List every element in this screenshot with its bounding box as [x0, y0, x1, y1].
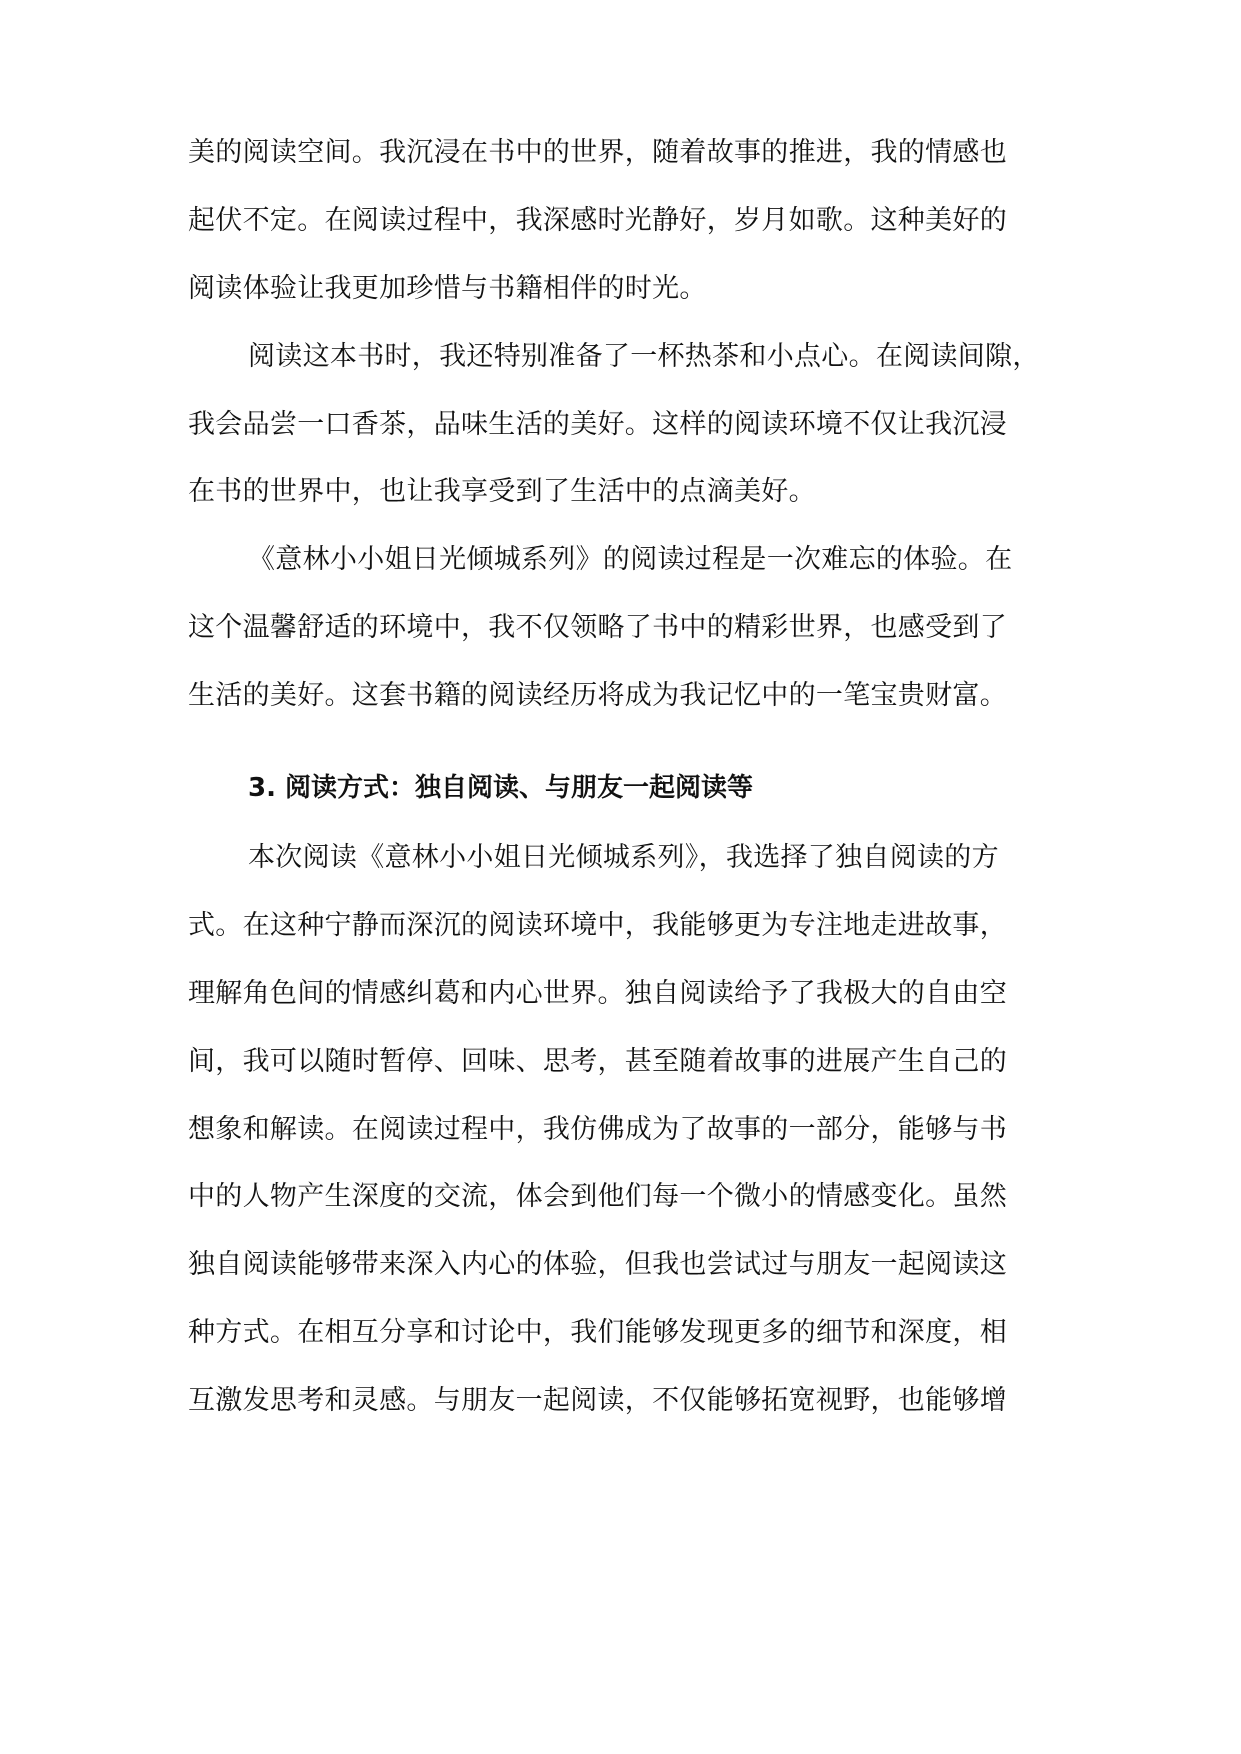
paragraph-line: 式。在这种宁静而深沉的阅读环境中，我能够更为专注地走进故事， — [188, 910, 1007, 941]
paragraph-line: 种方式。在相互分享和讨论中，我们能够发现更多的细节和深度，相 — [188, 1317, 1007, 1348]
paragraph-line: 《意林小小姐日光倾城系列》的阅读过程是一次难忘的体验。在 — [248, 544, 1013, 575]
paragraph-line: 在书的世界中，也让我享受到了生活中的点滴美好。 — [188, 476, 816, 507]
paragraph-line: 本次阅读《意林小小姐日光倾城系列》，我选择了独自阅读的方 — [248, 842, 999, 873]
section-heading: 3. 阅读方式：独自阅读、与朋友一起阅读等 — [248, 773, 754, 803]
paragraph-line: 起伏不定。在阅读过程中，我深感时光静好，岁月如歌。这种美好的 — [188, 205, 1007, 236]
paragraph-line: 理解角色间的情感纠葛和内心世界。独自阅读给予了我极大的自由空 — [188, 978, 1007, 1009]
paragraph-line: 这个温馨舒适的环境中，我不仅领略了书中的精彩世界，也感受到了 — [188, 612, 1007, 643]
paragraph-line: 我会品尝一口香茶，品味生活的美好。这样的阅读环境不仅让我沉浸 — [188, 409, 1007, 440]
paragraph-line: 生活的美好。这套书籍的阅读经历将成为我记忆中的一笔宝贵财富。 — [188, 680, 1007, 711]
paragraph-line: 间，我可以随时暂停、回味、思考，甚至随着故事的进展产生自己的 — [188, 1046, 1007, 1077]
paragraph-line: 美的阅读空间。我沉浸在书中的世界，随着故事的推进，我的情感也 — [188, 137, 1007, 168]
paragraph-line: 阅读这本书时，我还特别准备了一杯热茶和小点心。在阅读间隙， — [248, 341, 1040, 372]
paragraph-line: 独自阅读能够带来深入内心的体验，但我也尝试过与朋友一起阅读这 — [188, 1249, 1007, 1280]
paragraph-line: 想象和解读。在阅读过程中，我仿佛成为了故事的一部分，能够与书 — [188, 1114, 1007, 1145]
paragraph-line: 互激发思考和灵感。与朋友一起阅读，不仅能够拓宽视野，也能够增 — [188, 1385, 1007, 1416]
paragraph-line: 阅读体验让我更加珍惜与书籍相伴的时光。 — [188, 273, 707, 304]
paragraph-line: 中的人物产生深度的交流，体会到他们每一个微小的情感变化。虽然 — [188, 1181, 1007, 1212]
